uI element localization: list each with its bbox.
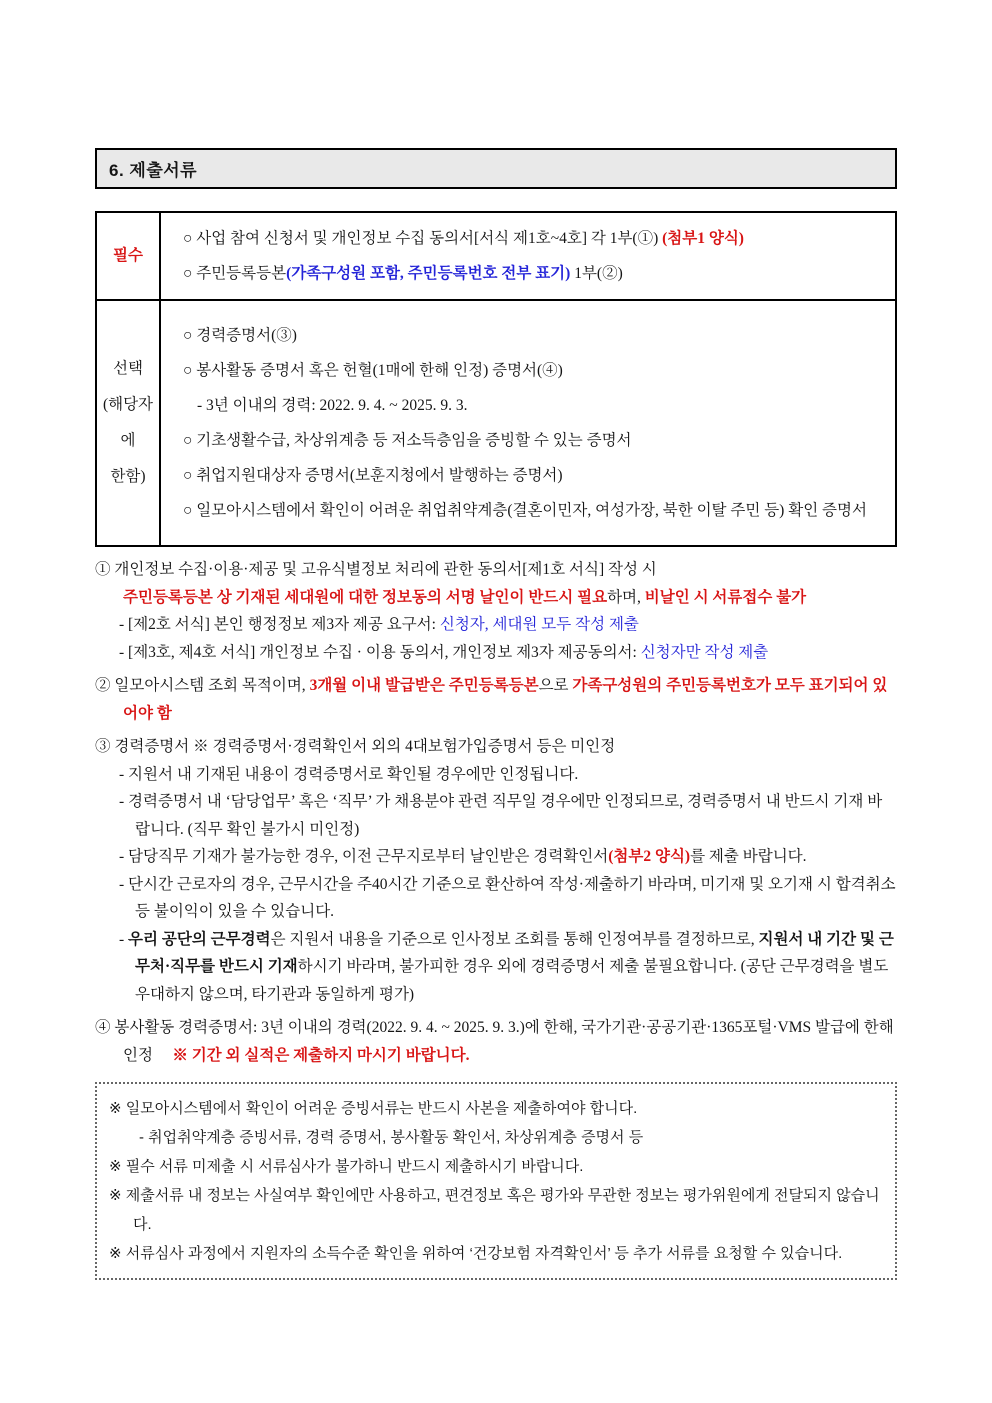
text-line (95, 788, 897, 843)
text-segment: ※ 기간 외 실적은 제출하지 마시기 바랍니다. (172, 1046, 470, 1064)
text-line (95, 926, 897, 1009)
text-line (95, 611, 897, 639)
text-segment: ○ 기초생활수급, 차상위계층 등 저소득층임을 증빙할 수 있는 증명서 (183, 432, 632, 449)
text-line (95, 761, 897, 789)
text-segment: - 담당직무 기재가 불가능한 경우, 이전 근무지로부터 날인받은 경력확인서 (119, 848, 609, 865)
text-segment: 신청자, 세대원 모두 작성 제출 (439, 616, 639, 633)
text-line (109, 1181, 883, 1239)
text-segment: (해당자에 (102, 396, 154, 449)
text-segment: (첨부2 양식) (608, 848, 691, 865)
text-line (95, 843, 897, 871)
text-line (99, 387, 157, 459)
text-segment: - (119, 930, 129, 948)
text-segment: ○ 경력증명서(③) (183, 327, 297, 344)
text-segment: 를 제출 바랍니다. (690, 848, 807, 865)
text-line (95, 733, 897, 761)
text-segment: 한함) (110, 468, 146, 485)
text-segment: 선택 (113, 360, 143, 377)
table-row-optional (96, 300, 896, 546)
text-segment: 비날인 시 서류접수 불가 (644, 588, 807, 606)
text-segment: 으로 (538, 677, 573, 694)
text-line (183, 318, 883, 353)
text-line (95, 584, 897, 612)
text-segment: 신청자만 작성 제출 (640, 643, 769, 661)
text-segment: 가족구성원의 주민등록번호가 모두 표기되어 있어야 함 (123, 677, 888, 722)
text-segment: ○ 봉사활동 증명서 혹은 헌혈(1매에 한해 인정) 증명서(④) (183, 362, 563, 379)
text-segment: ※ 서류심사 과정에서 지원자의 소득수준 확인을 위하여 ‘건강보험 자격확인서’ 등 추가 서류를 요청할 수 있습니다. (109, 1245, 843, 1262)
text-segment: ○ 취업지원대상자 증명서(보훈지청에서 발행하는 증명서) (183, 467, 563, 484)
text-line (95, 1014, 897, 1069)
text-segment: ○ 일모아시스템에서 확인이 어려운 취업취약계층(결혼이민자, 여성가장, 북한 이탈 주민 등) 확인 증명서 (183, 502, 867, 519)
required-label-cell (96, 212, 160, 300)
text-segment: 1부(②) (570, 265, 623, 282)
text-segment: - 지원서 내 기재된 내용이 경력증명서로 확인될 경우에만 인정됩니다. (119, 765, 579, 783)
text-line (183, 353, 883, 388)
text-segment: - [제2호 서식] 본인 행정정보 제3자 제공 요구서: (119, 616, 440, 633)
text-line (183, 388, 883, 423)
section-title (95, 148, 897, 189)
text-segment: - 취업취약계층 증빙서류, 경력 증명서, 봉사활동 확인서, 차상위계층 증명서 등 (139, 1129, 644, 1146)
text-line (99, 238, 157, 274)
text-line (183, 423, 883, 458)
text-line (95, 639, 897, 667)
text-segment: 하시기 바라며, 불가피한 경우 외에 경력증명서 제출 불필요합니다. (공단 근무경력을 별도 우대하지 않으며, 타기관과 동일하게 평가) (135, 958, 889, 1003)
text-segment: 하며, (607, 588, 645, 606)
required-documents-table (95, 211, 897, 547)
text-line (95, 672, 897, 727)
text-line (183, 493, 883, 528)
text-segment: ※ 제출서류 내 정보는 사실여부 확인에만 사용하고, 편견정보 혹은 평가와 무관한 정보는 평가위원에게 전달되지 않습니다. (109, 1187, 880, 1233)
text-line (183, 256, 883, 291)
text-segment: 우리 공단의 근무경력 (128, 930, 271, 948)
text-segment: - [제3호, 제4호 서식] 개인정보 수집 · 이용 동의서, 개인정보 제3자 제공동의서: (119, 643, 641, 661)
text-segment: ○ 주민등록등본 (183, 265, 287, 282)
optional-content-cell (160, 300, 896, 546)
text-segment: ③ 경력증명서 ※ 경력증명서·경력확인서 외의 4대보험가입증명서 등은 미인정 (95, 738, 616, 755)
text-segment: ○ 사업 참여 신청서 및 개인정보 수집 동의서[서식 제1호~4호] 각 1부(①) (183, 230, 663, 247)
text-line (99, 351, 157, 387)
text-segment: 필수 (113, 247, 143, 264)
text-line (109, 1094, 883, 1123)
text-line (183, 221, 883, 256)
text-segment: 지원서 내 기간 및 근무처·직무를 반드시 기재 (135, 930, 894, 975)
optional-label-cell (96, 300, 160, 546)
text-line (95, 556, 897, 584)
text-segment: (첨부1 양식) (662, 230, 744, 247)
text-segment: ※ 필수 서류 미제출 시 서류심사가 불가하니 반드시 제출하시기 바랍니다. (109, 1158, 584, 1175)
text-segment: ② 일모아시스템 조회 목적이며, (95, 677, 310, 694)
notes-section (95, 556, 897, 1069)
text-line (183, 458, 883, 493)
required-content-cell (160, 212, 896, 300)
notice-box (95, 1082, 897, 1280)
text-line (95, 871, 897, 926)
text-segment: ※ 일모아시스템에서 확인이 어려운 증빙서류는 반드시 사본을 제출하여야 합니다. (109, 1100, 638, 1117)
text-segment: ① 개인정보 수집·이용·제공 및 고유식별정보 처리에 관한 동의서[제1호 서식] 작성 시 (95, 561, 657, 578)
text-line (109, 1239, 883, 1268)
document-page (95, 148, 897, 1280)
text-segment: - 단시간 근로자의 경우, 근무시간을 주40시간 기준으로 환산하여 작성·제출하기 바라며, 미기재 및 오기재 시 합격취소 등 불이익이 있을 수 있습니다. (119, 875, 896, 920)
text-segment: 주민등록등본 상 기재된 세대원에 대한 정보동의 서명 날인이 반드시 필요 (123, 588, 608, 606)
text-segment: (가족구성원 포함, 주민등록번호 전부 표기) (286, 265, 571, 282)
text-segment: - 경력증명서 내 ‘담당업무’ 혹은 ‘직무’ 가 채용분야 관련 직무일 경우에만 인정되므로, 경력증명서 내 반드시 기재 바랍니다. (직무 확인 불가시 미인정) (119, 793, 883, 838)
text-line (109, 1123, 883, 1152)
text-line (109, 1152, 883, 1181)
text-segment: 3개월 이내 발급받은 주민등록등본 (309, 677, 539, 694)
text-segment: ④ 봉사활동 경력증명서: 3년 이내의 경력(2022. 9. 4. ~ 2025. 9. 3.)에 한해, 국가기관·공공기관·1365포털·VMS 발급에 한해 인정 (95, 1019, 894, 1064)
text-segment: 은 지원서 내용을 기준으로 인사정보 조회를 통해 인정여부를 결정하므로, (270, 930, 759, 948)
table-row-required (96, 212, 896, 300)
section-title-text: 6. 제출서류 (109, 161, 198, 180)
text-segment: - 3년 이내의 경력: 2022. 9. 4. ~ 2025. 9. 3. (197, 397, 468, 414)
text-line (99, 459, 157, 495)
